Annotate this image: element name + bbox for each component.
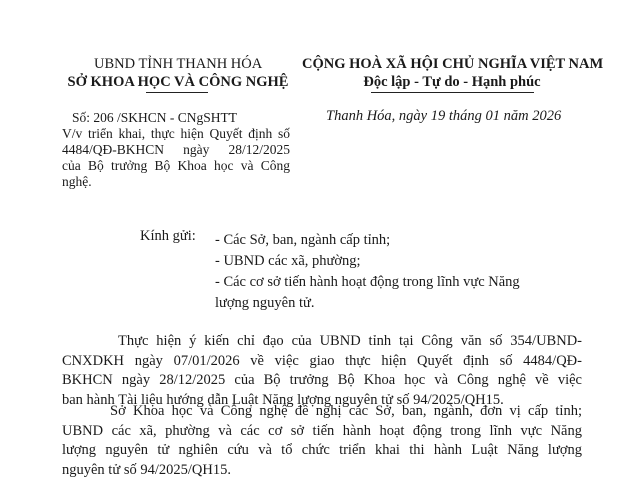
agency-parent: UBND TỈNH THANH HÓA [94,56,263,72]
body-paragraph-1 [62,332,582,410]
nation-name: CỘNG HOÀ XÃ HỘI CHỦ NGHĨA VIỆT NAM [302,56,604,72]
recipient-item: - Các cơ sở tiến hành hoạt động trong lĩnh vực Năng [215,274,520,290]
body-paragraph-2 [62,402,582,480]
paragraph-line: UBND các xã, phường và các cơ sở tiến hành hoạt động trong lĩnh vực Năng [62,422,582,439]
subject-line: 4484/QĐ-BKHCN ngày 28/12/2025 [62,142,290,157]
recipient-item: - UBND các xã, phường; [215,253,361,269]
paragraph-line: nguyên tử số 94/2025/QH15. [62,461,231,478]
paragraph-line: Thực hiện ý kiến chỉ đạo của UBND tỉnh tại Công văn số 354/UBND- [118,333,582,349]
national-motto: Độc lập - Tự do - Hạnh phúc [363,74,541,90]
agency-underline [146,92,208,93]
subject-line: nghệ. [62,174,92,189]
recipients-list [215,230,520,314]
paragraph-line: Sở Khoa học và Công nghệ đề nghị các Sở, ban, ngành, đơn vị cấp tỉnh; [110,403,582,419]
motto-underline [371,92,534,93]
subject-line: V/v triển khai, thực hiện Quyết định số [62,126,290,141]
subject-line: của Bộ trưởng Bộ Khoa học và Công [62,158,290,173]
recipient-item: lượng nguyên tử. [215,295,315,311]
recipients-label: Kính gửi: [140,228,196,244]
paragraph-line: lượng nguyên tử nghiên cứu và tổ chức triển khai thi hành Luật Năng lượng [62,442,582,458]
paragraph-line: CNXDKH ngày 07/01/2026 về việc giao thực hiện Quyết định số 4484/QĐ- [62,352,582,369]
agency-name: SỞ KHOA HỌC VÀ CÔNG NGHỆ [67,74,289,90]
paragraph-line: ban hành Tài liệu hướng dẫn Luật Năng lượng nguyên tử số 94/2025/QH15. [62,391,504,408]
document-number: Số: 206 /SKHCN - CNgSHTT [72,110,238,125]
paragraph-line: BKHCN ngày 28/12/2025 của Bộ trưởng Bộ Khoa học và Công nghệ về việc [62,372,582,388]
document-subject [62,126,290,190]
recipient-item: - Các Sở, ban, ngành cấp tỉnh; [215,232,391,248]
date-line: Thanh Hóa, ngày 19 tháng 01 năm 2026 [326,108,562,124]
